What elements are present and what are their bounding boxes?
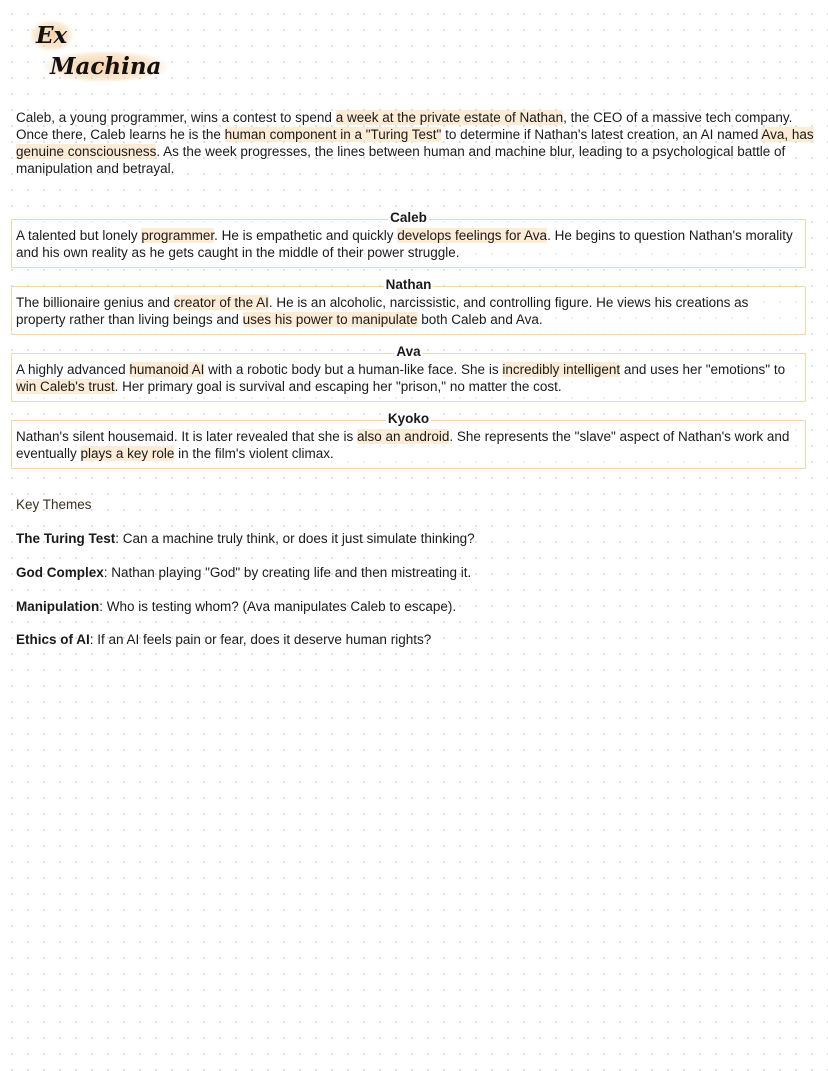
theme-item [16,631,431,648]
theme-item [16,530,475,547]
character-description: The billionaire genius and creator of the AI. He is an alcoholic, narcissistic, and controlling figure. He views his creations as property rather than living beings and uses his power to manipulate both Caleb and Ava. [16,295,749,327]
highlight: incredibly intelligent [502,362,621,377]
character-name: Ava [396,344,421,359]
highlight: human component in a "Turing Test" [224,127,442,142]
theme-item [16,564,471,581]
theme-description: : Who is testing whom? (Ava manipulates Caleb to escape). [99,599,457,614]
character-card-caleb [11,210,806,268]
highlight: creator of the AI [173,295,269,310]
theme-description: : If an AI feels pain or fear, does it deserve human rights? [89,632,432,647]
highlight: also an android [357,429,450,444]
theme-description: : Can a machine truly think, or does it just simulate thinking? [115,531,475,546]
character-description: Nathan's silent housemaid. It is later revealed that she is also an android. She represents the "slave" aspect of Nathan's work and eventually plays a key role in the film's violent climax. [16,429,790,461]
title-line-1: Ex [30,20,167,51]
highlight: develops feelings for Ava [397,228,548,243]
character-name: Nathan [385,277,432,292]
character-name: Kyoko [387,411,430,426]
highlight: plays a key role [80,446,175,461]
highlight: a week at the private estate of Nathan [335,110,564,125]
highlight: win Caleb's trust [16,379,115,394]
title-line-2: Machina [30,51,167,82]
highlight: programmer [141,228,215,243]
theme-description: : Nathan playing "God" by creating life and then mistreating it. [103,565,472,580]
highlight: uses his power to manipulate [242,312,418,327]
character-card-kyoko [11,411,806,469]
character-name: Caleb [390,210,427,225]
character-description: A highly advanced humanoid AI with a robotic body but a human-like face. She is incredibly intelligent and uses her "emotions" to win Caleb's trust. Her primary goal is survival and escaping her "prison," no matter the cost. [16,362,786,394]
synopsis-paragraph: Caleb, a young programmer, wins a contest to spend a week at the private estate of Nathan, the CEO of a massive tech company. Once there, Caleb learns he is the human component in a "Turing Test" to determine if Nathan's latest creation, an AI named Ava, has genuine consciousness. As the week progresses, the lines between human and machine blur, leading to a psychological battle of manipulation and betrayal. [16,110,814,176]
theme-term: Ethics of AI [16,632,90,647]
page-title [30,20,167,82]
theme-item [16,598,456,615]
character-card-nathan [11,277,806,335]
theme-term: God Complex [16,565,104,580]
highlight: humanoid AI [129,362,205,377]
key-themes-heading: Key Themes [16,497,92,512]
theme-term: The Turing Test [16,531,116,546]
highlight: Ava, has genuine consciousness [16,127,814,159]
character-card-ava [11,344,806,402]
character-description: A talented but lonely programmer. He is empathetic and quickly develops feelings for Ava. He begins to question Nathan's morality and his own reality as he gets caught in the middle of their power struggle. [16,228,793,260]
theme-term: Manipulation [16,599,100,614]
